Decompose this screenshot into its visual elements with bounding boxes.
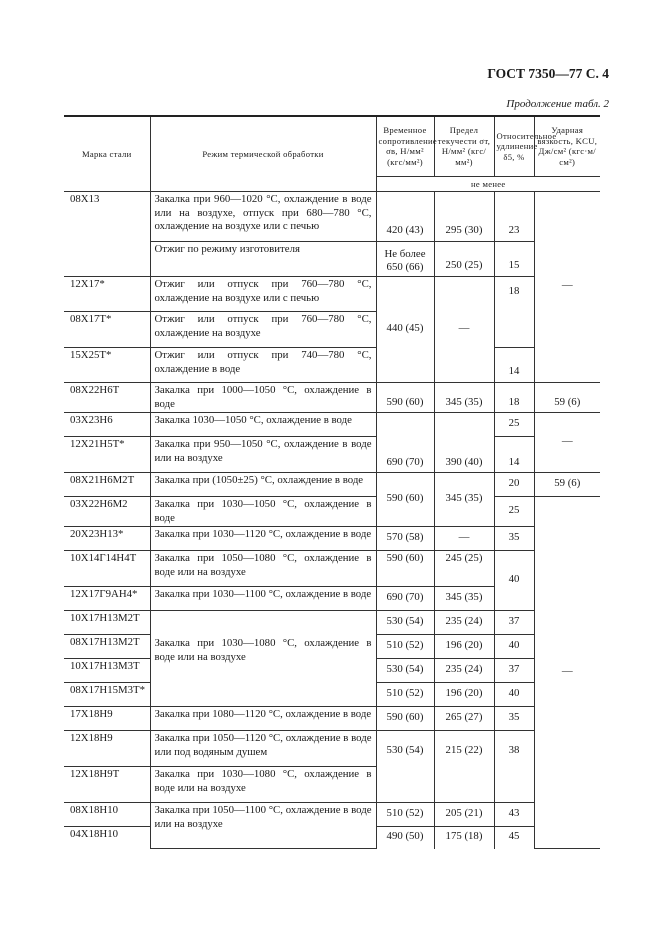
impact-cell: — [534, 497, 600, 849]
yield-cell: 175 (18) [434, 827, 494, 849]
mode-cell: Закалка при 1030—1100 °С, охлаждение в воде [150, 587, 376, 611]
mode-cell: Закалка при 950—1050 °С, охлаждение в воде или на воздухе [150, 437, 376, 473]
yield-cell: 390 (40) [434, 413, 494, 473]
tensile-cell: 530 (54) [376, 659, 434, 683]
elongation-cell: 40 [494, 683, 534, 707]
yield-cell: 235 (24) [434, 611, 494, 635]
impact-cell: — [534, 413, 600, 473]
tensile-cell: 530 (54) [376, 731, 434, 803]
grade-cell: 03Х23Н6 [64, 413, 150, 437]
elongation-cell: 43 [494, 803, 534, 827]
tensile-cell: 590 (60) [376, 473, 434, 527]
grade-cell: 12Х18Н9 [64, 731, 150, 767]
yield-cell: 215 (22) [434, 731, 494, 803]
yield-cell: — [434, 527, 494, 551]
tensile-cell: 570 (58) [376, 527, 434, 551]
tensile-cell: 590 (60) [376, 383, 434, 413]
tensile-cell: 530 (54) [376, 611, 434, 635]
grade-cell: 08Х17Н15М3Т* [64, 683, 150, 707]
elongation-cell: 37 [494, 659, 534, 683]
yield-cell: 196 (20) [434, 683, 494, 707]
grade-cell: 12Х17* [64, 277, 150, 312]
mode-cell: Отжиг по режиму изготовителя [150, 242, 376, 277]
grade-cell: 08Х17Н13М2Т [64, 635, 150, 659]
yield-cell: 235 (24) [434, 659, 494, 683]
elongation-cell: 14 [494, 437, 534, 473]
elongation-cell: 35 [494, 707, 534, 731]
mode-cell: Закалка при 1050—1120 °С, охлаждение в воде или под водяным душем [150, 731, 376, 767]
mode-cell: Закалка при 1050—1080 °С, охлаждение в воде или на воздухе [150, 551, 376, 587]
mode-cell: Закалка при 1000—1050 °С, охлаждение в воде [150, 383, 376, 413]
grade-cell: 20Х23Н13* [64, 527, 150, 551]
tensile-cell: 510 (52) [376, 803, 434, 827]
elongation-cell: 18 [494, 383, 534, 413]
header-grade: Марка стали [64, 116, 150, 192]
mode-cell: Закалка при 1030—1120 °С, охлаждение в воде [150, 527, 376, 551]
yield-cell: 245 (25) [434, 551, 494, 587]
header-elongation: Относительное удлинение δ5, % [494, 116, 534, 176]
grade-cell: 03Х22Н6М2 [64, 497, 150, 527]
grade-cell: 15Х25Т* [64, 348, 150, 383]
elongation-cell: 20 [494, 473, 534, 497]
grade-cell: 10Х17Н13М2Т [64, 611, 150, 635]
grade-cell: 08Х21Н6М2Т [64, 473, 150, 497]
impact-cell: — [534, 192, 600, 383]
yield-cell: 345 (35) [434, 473, 494, 527]
mode-cell: Закалка при 1080—1120 °С, охлаждение в воде [150, 707, 376, 731]
tensile-cell: 490 (50) [376, 827, 434, 849]
mode-cell: Закалка при (1050±25) °С, охлаждение в воде [150, 473, 376, 497]
elongation-cell: 15 [494, 242, 534, 277]
grade-cell: 08Х18Н10 [64, 803, 150, 827]
mode-cell: Закалка при 1030—1080 °С, охлаждение в воде или на воздухе [150, 611, 376, 707]
yield-cell: 345 (35) [434, 383, 494, 413]
header-yield: Предел текучести σт, Н/мм² (кгс/мм²) [434, 116, 494, 176]
grade-cell: 08Х17Т* [64, 312, 150, 348]
tensile-cell: 690 (70) [376, 413, 434, 473]
tensile-cell: 420 (43) [376, 192, 434, 242]
properties-table [64, 115, 600, 849]
header-tensile: Временное сопротивление σв, Н/мм² (кгс/мм²) [376, 116, 434, 176]
yield-cell: 295 (30) [434, 192, 494, 242]
tensile-cell: Не более 650 (66) [376, 242, 434, 277]
grade-cell: 08Х22Н6Т [64, 383, 150, 413]
yield-cell: 250 (25) [434, 242, 494, 277]
elongation-cell: 25 [494, 413, 534, 437]
yield-cell: 265 (27) [434, 707, 494, 731]
mode-cell: Отжиг или отпуск при 760—780 °С, охлаждение на воздухе или с печью [150, 277, 376, 312]
elongation-cell: 18 [494, 277, 534, 348]
grade-cell: 08Х13 [64, 192, 150, 277]
elongation-cell: 25 [494, 497, 534, 527]
tensile-cell: 510 (52) [376, 683, 434, 707]
elongation-cell: 14 [494, 348, 534, 383]
yield-cell: — [434, 277, 494, 383]
grade-cell: 12Х17Г9АН4* [64, 587, 150, 611]
mode-cell: Закалка при 960—1020 °С, охлаждение в воде или на воздухе, отпуск при 680—780 °С, охлаждение на воздухе или с печью [150, 192, 376, 242]
mode-cell: Закалка 1030—1050 °С, охлаждение в воде [150, 413, 376, 437]
grade-cell: 17Х18Н9 [64, 707, 150, 731]
grade-cell: 12Х21Н5Т* [64, 437, 150, 473]
yield-cell: 205 (21) [434, 803, 494, 827]
tensile-cell: 590 (60) [376, 707, 434, 731]
impact-cell: 59 (6) [534, 383, 600, 413]
mode-cell: Закалка при 1050—1100 °С, охлаждение в воде или на воздухе [150, 803, 376, 849]
grade-cell: 04Х18Н10 [64, 827, 150, 849]
elongation-cell: 40 [494, 635, 534, 659]
tensile-cell: 590 (60) [376, 551, 434, 587]
tensile-cell: 510 (52) [376, 635, 434, 659]
grade-cell: 12Х18Н9Т [64, 767, 150, 803]
mode-cell: Закалка при 1030—1050 °С, охлаждение в воде [150, 497, 376, 527]
elongation-cell: 40 [494, 551, 534, 611]
mode-cell: Отжиг или отпуск при 740—780 °С, охлаждение в воде [150, 348, 376, 383]
mode-cell: Отжиг или отпуск при 760—780 °С, охлаждение на воздухе [150, 312, 376, 348]
header-impact: Ударная вязкость, KCU, Дж/см² (кгс·м/см²) [534, 116, 600, 176]
elongation-cell: 23 [494, 192, 534, 242]
impact-cell: 59 (6) [534, 473, 600, 497]
yield-cell: 196 (20) [434, 635, 494, 659]
header-not-less: не менее [376, 176, 600, 192]
header-treatment: Режим термической обработки [150, 116, 376, 192]
grade-cell: 10Х14Г14Н4Т [64, 551, 150, 587]
yield-cell: 345 (35) [434, 587, 494, 611]
tensile-cell: 690 (70) [376, 587, 434, 611]
elongation-cell: 38 [494, 731, 534, 803]
elongation-cell: 35 [494, 527, 534, 551]
elongation-cell: 37 [494, 611, 534, 635]
grade-cell: 10Х17Н13М3Т [64, 659, 150, 683]
elongation-cell: 45 [494, 827, 534, 849]
mode-cell: Закалка при 1030—1080 °С, охлаждение в воде или на воздухе [150, 767, 376, 803]
tensile-cell: 440 (45) [376, 277, 434, 383]
page-header: ГОСТ 7350—77 С. 4 [487, 66, 609, 81]
table-caption: Продолжение табл. 2 [506, 98, 609, 110]
